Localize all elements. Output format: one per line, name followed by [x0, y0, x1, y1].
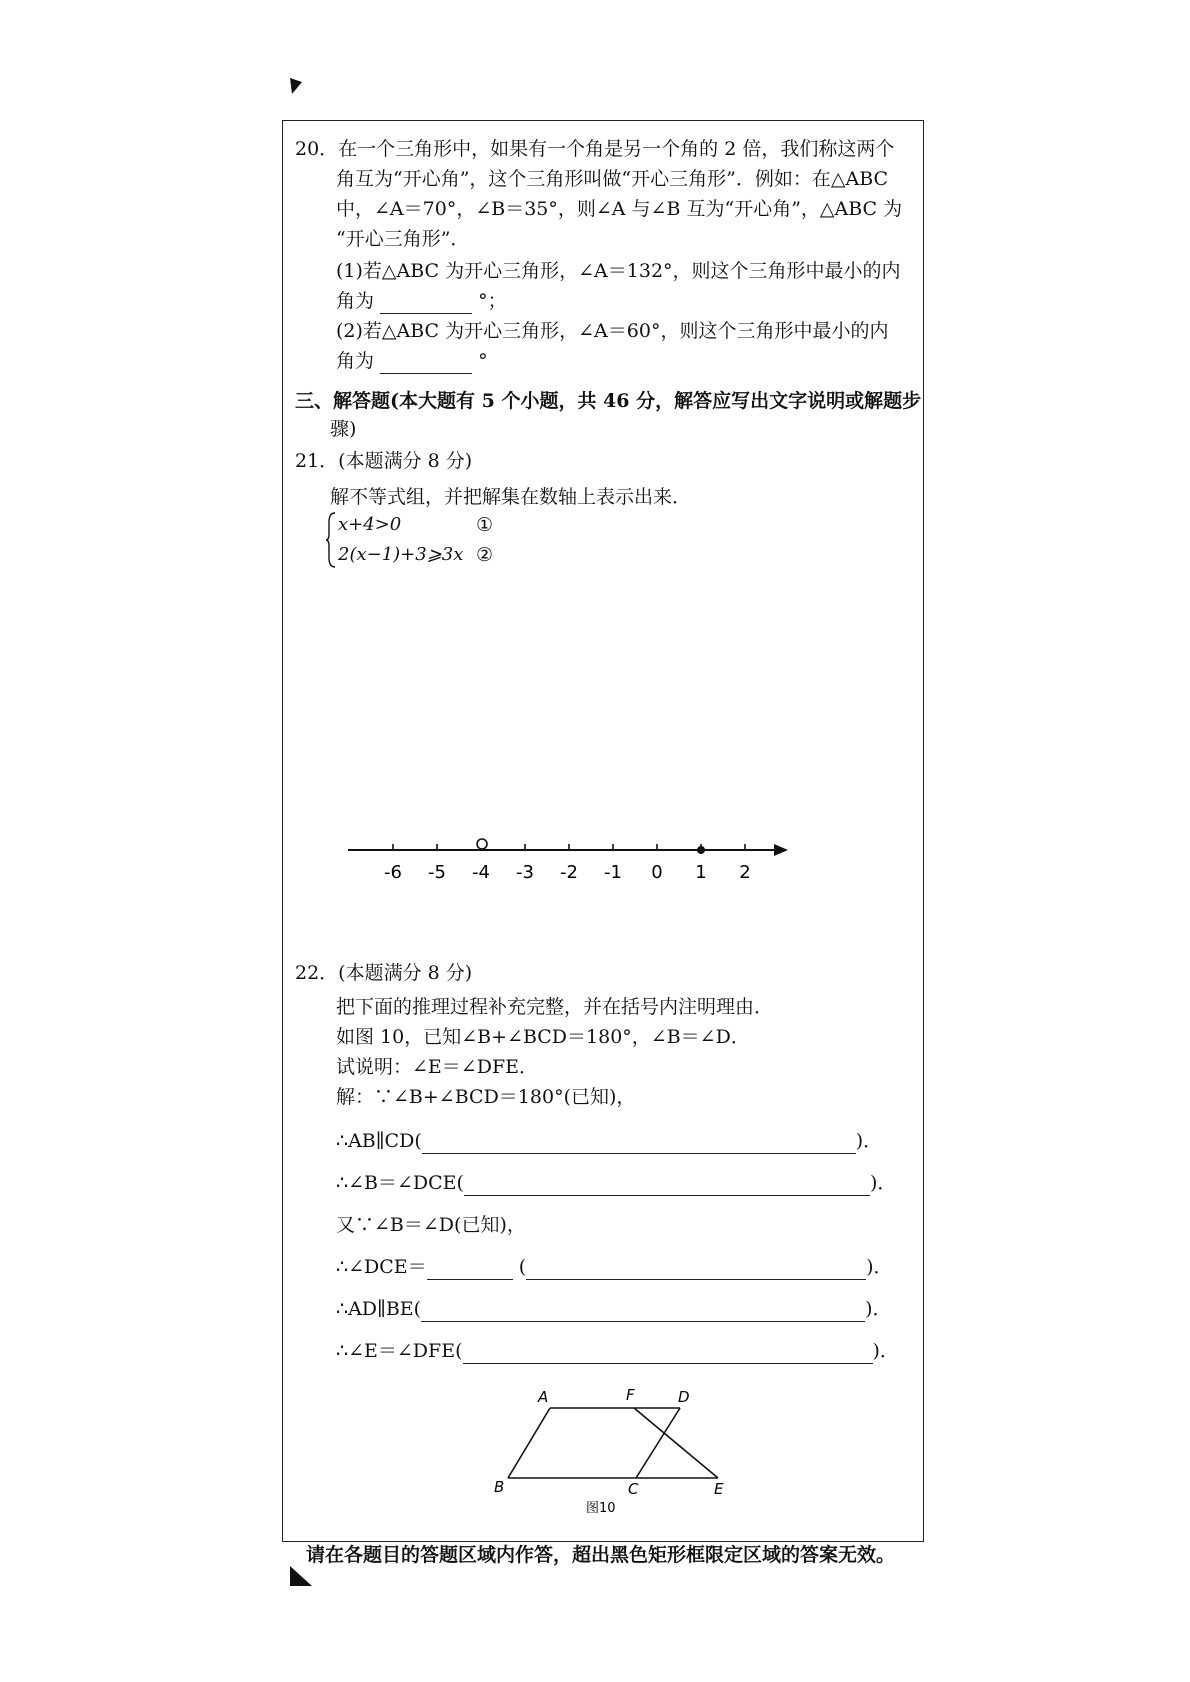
q21-instruction: 解不等式组，并把解集在数轴上表示出来． — [330, 486, 692, 508]
step-4: ∴∠DCE＝ ( )． — [336, 1256, 893, 1278]
step-1-text: ∴AB∥CD( — [336, 1130, 422, 1152]
axis-tick-label: -4 — [472, 862, 490, 883]
axis-arrow-icon — [774, 844, 788, 856]
q22-title: 22．(本题满分 8 分) — [295, 962, 473, 984]
q22-solution-start: 解：∵∠B+∠BCD＝180°(已知)， — [336, 1086, 636, 1108]
step-5 — [336, 1296, 892, 1322]
label-C: C — [628, 1480, 639, 1498]
q20-line-3: 中，∠A＝70°，∠B＝35°，则∠A 与∠B 互为“开心角”，△ABC 为 — [336, 198, 903, 220]
label-E: E — [714, 1480, 724, 1498]
segment-FE — [634, 1408, 718, 1478]
step-6-close: )． — [872, 1340, 899, 1362]
q22-prove: 试说明：∠E＝∠DFE． — [336, 1056, 538, 1078]
step-2-reason-blank[interactable] — [464, 1175, 870, 1196]
step-5-text: ∴AD∥BE( — [336, 1298, 422, 1320]
section3-heading-cont: 骤) — [330, 418, 357, 440]
step-3: 又∵∠B＝∠D(已知)， — [336, 1214, 526, 1236]
step-4-answer-blank[interactable] — [427, 1259, 513, 1280]
inequality-1: x+4>0 — [338, 514, 402, 535]
step-6-text: ∴∠E＝∠DFE( — [336, 1340, 463, 1362]
q20-part1-answer — [336, 288, 507, 314]
q22-instruction: 把下面的推理过程补充完整，并在括号内注明理由． — [336, 996, 774, 1018]
q20-part2: (2)若△ABC 为开心三角形，∠A＝60°，则这个三角形中最小的内 — [336, 320, 889, 342]
registration-mark-top — [290, 78, 304, 94]
q20-ans1-prefix: 角为 — [336, 290, 375, 312]
q20-ans2-prefix: 角为 — [336, 350, 375, 372]
q20-line-2: 角互为“开心角”，这个三角形叫做“开心三角形”．例如：在△ABC — [336, 168, 889, 190]
axis-tick-label: -5 — [428, 862, 446, 883]
label-D: D — [678, 1388, 690, 1406]
open-point-minus-4 — [477, 839, 487, 849]
figure-10 — [490, 1388, 730, 1518]
label-B: B — [494, 1478, 505, 1496]
inequality-1-mark: ① — [476, 514, 494, 536]
footer-note: 请在各题目的答题区域内作答，超出黑色矩形框限定区域的答案无效。 — [306, 1544, 896, 1566]
axis-tick-label: -2 — [560, 862, 578, 883]
step-6 — [336, 1338, 899, 1364]
system-brace — [326, 512, 336, 568]
step-4-reason-blank[interactable] — [526, 1259, 866, 1280]
q20-ans1-suffix: °； — [478, 290, 507, 312]
q20-part2-answer — [336, 348, 488, 374]
step-1 — [336, 1128, 882, 1154]
step-2 — [336, 1170, 896, 1196]
step-4-text: ∴∠DCE＝ — [336, 1256, 427, 1278]
q20-part1: (1)若△ABC 为开心三角形，∠A＝132°，则这个三角形中最小的内 — [336, 260, 901, 282]
step-6-reason-blank[interactable] — [463, 1343, 873, 1364]
step-1-reason-blank[interactable] — [422, 1133, 856, 1154]
figure-caption: 图10 — [586, 1501, 616, 1516]
axis-tick-label: 1 — [695, 862, 707, 883]
label-A: A — [538, 1388, 549, 1406]
label-F: F — [626, 1388, 635, 1404]
step-1-close: )． — [855, 1130, 883, 1152]
segment-AB — [508, 1408, 550, 1478]
q22-given: 如图 10，已知∠B+∠BCD＝180°，∠B＝∠D． — [336, 1026, 750, 1048]
axis-tick-label: -6 — [384, 862, 402, 883]
q20-ans1-blank[interactable] — [380, 293, 472, 314]
axis-tick-label: -3 — [516, 862, 534, 883]
registration-mark-bottom — [290, 1566, 312, 1586]
q20-line-1: 20．在一个三角形中，如果有一个角是另一个角的 2 倍，我们称这两个 — [295, 138, 895, 160]
inequality-2-mark: ② — [476, 544, 494, 566]
closed-point-1 — [697, 846, 705, 854]
step-4-close: )． — [866, 1256, 893, 1278]
axis-tick-label: 0 — [651, 862, 663, 883]
segment-DC — [636, 1408, 680, 1478]
axis-tick-label: -1 — [604, 862, 622, 883]
q21-title: 21．(本题满分 8 分) — [295, 450, 473, 472]
q20-ans2-suffix: ° — [478, 350, 488, 372]
q20-ans2-blank[interactable] — [380, 353, 472, 374]
q20-line-4: “开心三角形”． — [336, 228, 470, 250]
inequality-2: 2(x−1)+3⩾3x — [338, 544, 464, 565]
axis-tick-label: 2 — [739, 862, 751, 883]
step-2-text: ∴∠B＝∠DCE( — [336, 1172, 464, 1194]
section3-heading: 三、解答题(本大题有 5 个小题，共 46 分，解答应写出文字说明或解题步 — [295, 390, 922, 412]
step-5-reason-blank[interactable] — [421, 1301, 865, 1322]
number-line — [340, 832, 800, 892]
step-5-close: )． — [865, 1298, 892, 1320]
step-2-close: )． — [869, 1172, 897, 1194]
